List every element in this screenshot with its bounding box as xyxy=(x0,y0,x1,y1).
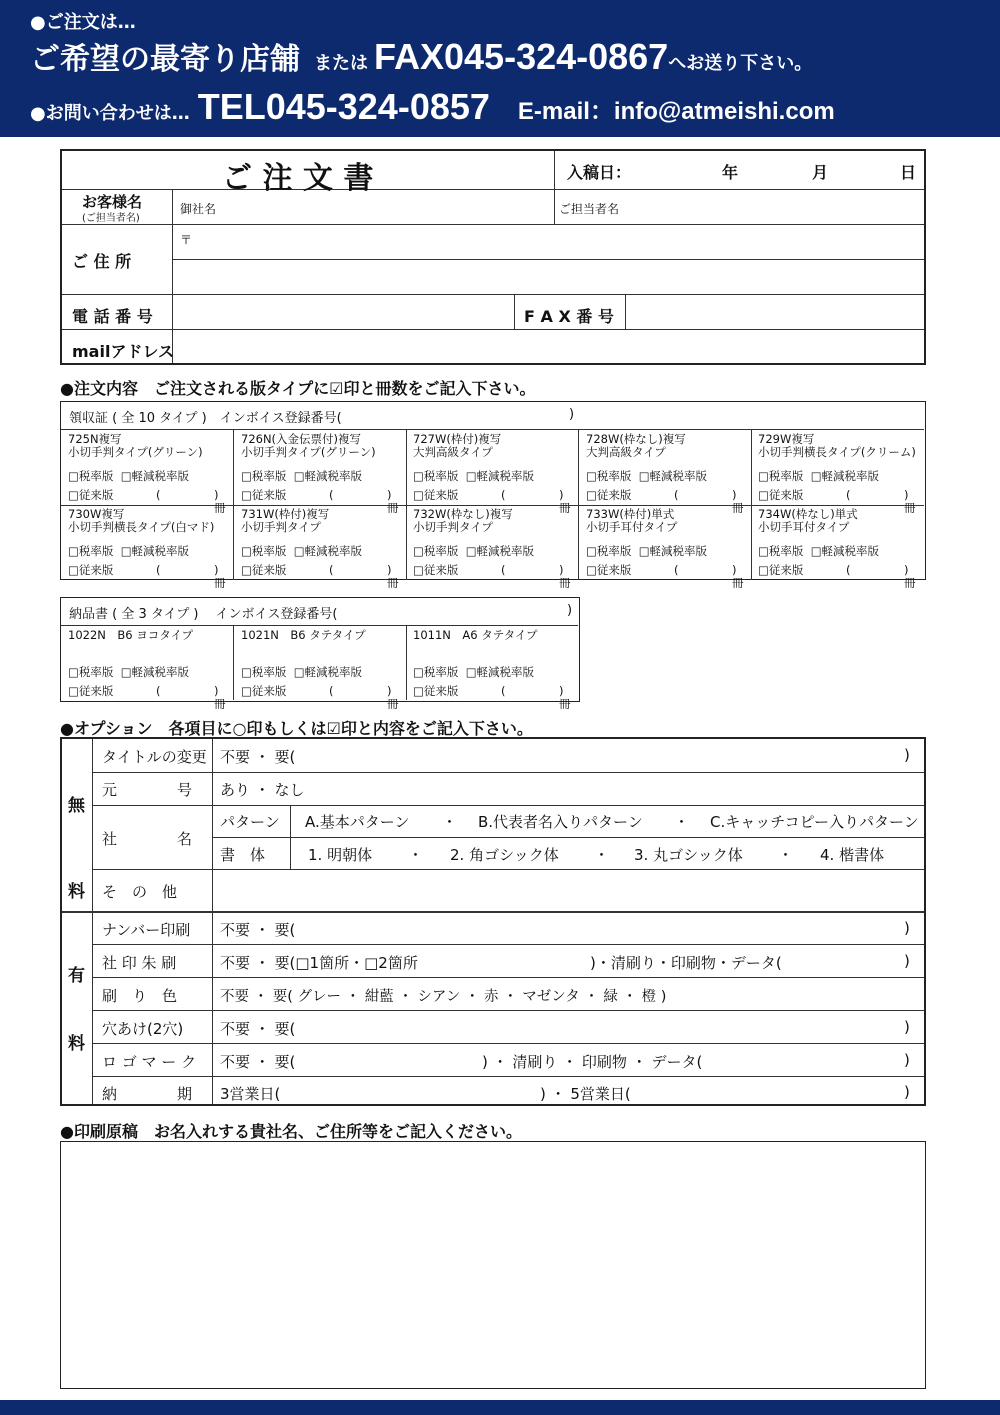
receipt-item[interactable] xyxy=(234,505,407,590)
reduced-tax-checkbox[interactable]: □軽減税率版 xyxy=(293,665,363,679)
receipt-item-name xyxy=(68,508,214,534)
quantity-open: ( xyxy=(501,563,506,577)
font-dot-3: ・ xyxy=(778,846,794,864)
receipt-quantity-row xyxy=(241,563,401,590)
free-label-bottom: 料 xyxy=(68,882,85,902)
quantity-open: ( xyxy=(156,563,161,577)
font-1[interactable]: 1. 明朝体 xyxy=(308,846,373,864)
send-text: へお送り下さい。 xyxy=(668,53,813,74)
gengo-value[interactable]: あり ・ なし xyxy=(220,781,305,799)
tax-rate-checkbox[interactable]: □税率版 xyxy=(68,544,114,558)
receipt-item[interactable] xyxy=(579,505,752,590)
reduced-tax-checkbox[interactable]: □軽減税率版 xyxy=(465,469,535,483)
delivery-item[interactable] xyxy=(406,626,579,711)
order-section-heading: ●注文内容 ご注文される版タイプに☑印と冊数をご記入下さい。 xyxy=(60,379,536,398)
tax-rate-checkbox[interactable]: □税率版 xyxy=(413,665,459,679)
delivery-item-code: 1011N A6 タテタイプ xyxy=(413,628,538,642)
receipt-item-desc: 小切手耳付タイプ xyxy=(758,520,850,534)
receipt-grid xyxy=(61,430,924,590)
quantity-open: ( xyxy=(329,684,334,698)
delivery-item-code: 1022N B6 ヨコタイプ xyxy=(68,628,194,642)
phone-field[interactable] xyxy=(174,296,512,328)
quantity-unit: )冊 xyxy=(559,563,571,590)
reduced-tax-checkbox[interactable]: □軽減税率版 xyxy=(810,469,880,483)
delivery-term-value[interactable]: 3営業日( xyxy=(220,1085,281,1103)
legacy-checkbox[interactable]: □従来版 xyxy=(241,563,287,577)
seal-value[interactable]: 不要 ・ 要(□1箇所・□2箇所 xyxy=(220,954,418,972)
receipt-item-desc: 小切手判タイプ xyxy=(413,520,493,534)
quantity-unit: )冊 xyxy=(214,488,226,515)
legacy-checkbox[interactable]: □従来版 xyxy=(758,563,804,577)
tax-rate-checkbox[interactable]: □税率版 xyxy=(413,544,459,558)
quantity-open: ( xyxy=(156,684,161,698)
receipt-quantity-row xyxy=(68,563,228,590)
receipt-item-name xyxy=(413,433,501,459)
reduced-tax-checkbox[interactable]: □軽減税率版 xyxy=(120,544,190,558)
legacy-checkbox[interactable]: □従来版 xyxy=(68,488,114,502)
fax-number: FAX045-324-0867 xyxy=(374,36,669,77)
month-label: 月 xyxy=(812,163,829,182)
delivery-item[interactable] xyxy=(61,626,234,711)
receipt-quantity-row xyxy=(758,563,918,590)
reduced-tax-checkbox[interactable]: □軽減税率版 xyxy=(810,544,880,558)
quantity-unit: )冊 xyxy=(732,563,744,590)
delivery-header: 納品書 ( 全 3 タイプ ) インボイス登録番号( xyxy=(69,607,338,622)
receipt-quantity-row xyxy=(586,563,746,590)
reduced-tax-checkbox[interactable]: □軽減税率版 xyxy=(293,469,363,483)
phone-label: 電 話 番 号 xyxy=(72,307,153,326)
seal-label: 社 印 朱 刷 xyxy=(102,954,177,972)
delivery-header-close: ) xyxy=(567,603,573,618)
tax-rate-checkbox[interactable]: □税率版 xyxy=(758,469,804,483)
email-field[interactable] xyxy=(174,331,922,361)
receipt-item-desc: 小切手判横長タイプ(クリーム) xyxy=(758,445,916,459)
receipt-item-desc: 小切手判タイプ(グリーン) xyxy=(68,445,203,459)
pattern-b[interactable]: B.代表者名入りパターン xyxy=(478,813,643,831)
pattern-c[interactable]: C.キャッチコピー入りパターン xyxy=(710,813,919,831)
title-change-label: タイトルの変更 xyxy=(102,748,207,766)
quantity-unit: )冊 xyxy=(904,488,916,515)
mail-label: mailアドレス xyxy=(72,342,174,361)
free-label-top: 無 xyxy=(68,796,85,816)
receipt-tax-options xyxy=(586,470,707,483)
number-print-value[interactable]: 不要 ・ 要( xyxy=(220,921,296,939)
quantity-unit: )冊 xyxy=(559,684,571,711)
options-table xyxy=(60,737,926,1106)
quantity-unit: )冊 xyxy=(732,488,744,515)
header-banner xyxy=(0,0,1000,137)
receipt-item-code: 725N複写 xyxy=(68,432,122,446)
order-intro: ●ご注文は… xyxy=(30,12,136,33)
contact-line xyxy=(30,86,835,128)
store-text: ご希望の最寄り店舗 xyxy=(30,42,300,77)
legacy-checkbox[interactable]: □従来版 xyxy=(586,563,632,577)
legacy-checkbox[interactable]: □従来版 xyxy=(586,488,632,502)
delivery-item-name xyxy=(68,629,193,642)
legacy-checkbox[interactable]: □従来版 xyxy=(68,563,114,577)
receipt-item-desc: 大判高級タイプ xyxy=(586,445,666,459)
delivery-quantity-row xyxy=(68,684,228,711)
receipt-tax-options xyxy=(68,470,189,483)
receipt-item[interactable] xyxy=(406,505,579,590)
address-label: ご 住 所 xyxy=(72,252,132,271)
receipt-item-code: 730W複写 xyxy=(68,507,125,521)
inquiry-label: ●お問い合わせは… xyxy=(30,103,190,124)
order-instruction xyxy=(30,34,812,78)
postal-mark: 〒 xyxy=(180,233,193,247)
paid-label-bottom: 料 xyxy=(68,1034,85,1054)
quantity-open: ( xyxy=(846,488,851,502)
company-field[interactable] xyxy=(222,191,552,223)
pattern-a[interactable]: A.基本パターン xyxy=(305,813,410,831)
manuscript-area[interactable] xyxy=(60,1141,926,1389)
reduced-tax-checkbox[interactable]: □軽減税率版 xyxy=(638,544,708,558)
tax-rate-checkbox[interactable]: □税率版 xyxy=(413,469,459,483)
logo-close: ) xyxy=(904,1051,910,1069)
quantity-unit: )冊 xyxy=(559,488,571,515)
font-dot-1: ・ xyxy=(408,846,424,864)
form-title: ご 注 文 書 xyxy=(222,161,374,196)
receipt-item-code: 728W(枠なし)複写 xyxy=(586,432,686,446)
receipt-item-desc: 小切手判タイプ xyxy=(241,520,321,534)
quantity-unit: )冊 xyxy=(904,563,916,590)
quantity-open: ( xyxy=(501,684,506,698)
logo-value[interactable]: 不要 ・ 要( xyxy=(220,1053,296,1071)
tax-rate-checkbox[interactable]: □税率版 xyxy=(586,544,632,558)
date-label: 入稿日： xyxy=(567,163,632,182)
or-text: または xyxy=(314,53,368,74)
receipt-item-code: 729W複写 xyxy=(758,432,815,446)
quantity-unit: )冊 xyxy=(214,563,226,590)
tax-rate-checkbox[interactable]: □税率版 xyxy=(586,469,632,483)
receipt-item-name xyxy=(758,508,858,534)
delivery-table xyxy=(60,597,580,711)
legacy-checkbox[interactable]: □従来版 xyxy=(241,684,287,698)
font-dot-2: ・ xyxy=(594,846,610,864)
customer-sublabel: (ご担当者名) xyxy=(82,213,140,224)
company-name-label: 社 名 xyxy=(102,830,193,848)
tax-rate-checkbox[interactable]: □税率版 xyxy=(68,469,114,483)
title-change-close: ) xyxy=(904,746,910,764)
receipt-item-code: 733W(枠付)単式 xyxy=(586,507,675,521)
delivery-item-name xyxy=(241,629,366,642)
receipt-tax-options xyxy=(586,545,707,558)
pattern-label: パターン xyxy=(220,813,280,831)
font-2[interactable]: 2. 角ゴシック体 xyxy=(450,846,559,864)
quantity-unit: )冊 xyxy=(387,488,399,515)
logo-mid[interactable]: ) ・ 清刷り ・ 印刷物 ・ データ( xyxy=(482,1053,703,1071)
legacy-checkbox[interactable]: □従来版 xyxy=(413,563,459,577)
day-label: 日 xyxy=(900,163,917,182)
address-field[interactable] xyxy=(194,226,922,292)
quantity-unit: )冊 xyxy=(387,684,399,711)
delivery-item-code: 1021N B6 タテタイプ xyxy=(241,628,366,642)
reduced-tax-checkbox[interactable]: □軽減税率版 xyxy=(638,469,708,483)
reduced-tax-checkbox[interactable]: □軽減税率版 xyxy=(120,665,190,679)
delivery-tax-options xyxy=(68,666,189,679)
hole-punch-value[interactable]: 不要 ・ 要( xyxy=(220,1020,296,1038)
customer-label: お客様名 xyxy=(82,193,143,211)
receipt-table xyxy=(60,401,926,590)
footer-bar xyxy=(0,1400,1000,1415)
order-form xyxy=(60,149,926,365)
delivery-item-name xyxy=(413,629,538,642)
title-change-value[interactable]: 不要 ・ 要( xyxy=(220,748,296,766)
legacy-checkbox[interactable]: □従来版 xyxy=(241,488,287,502)
receipt-item-code: 731W(枠付)複写 xyxy=(241,507,330,521)
contact-field[interactable] xyxy=(632,191,922,223)
receipt-header: 領収証 ( 全 10 タイプ ) インボイス登録番号( xyxy=(69,411,342,426)
seal-mid[interactable]: )・清刷り・印刷物・データ( xyxy=(590,954,782,972)
print-color-value[interactable]: 不要 ・ 要( グレー ・ 紺藍 ・ シアン ・ 赤 ・ マゼンタ ・ 緑 ・ 橙 ) xyxy=(220,989,667,1005)
quantity-open: ( xyxy=(329,488,334,502)
receipt-tax-options xyxy=(758,545,879,558)
receipt-item[interactable] xyxy=(751,505,924,590)
receipt-item-name xyxy=(413,508,513,534)
receipt-tax-options xyxy=(413,545,534,558)
pattern-dot-1: ・ xyxy=(442,813,458,831)
receipt-item-name xyxy=(586,433,686,459)
legacy-checkbox[interactable]: □従来版 xyxy=(413,684,459,698)
receipt-tax-options xyxy=(413,470,534,483)
quantity-open: ( xyxy=(846,563,851,577)
pattern-dot-2: ・ xyxy=(674,813,690,831)
gengo-label: 元 号 xyxy=(102,781,193,799)
contact-label: ご担当者名 xyxy=(559,202,620,216)
receipt-item-code: 732W(枠なし)複写 xyxy=(413,507,513,521)
delivery-quantity-row xyxy=(241,684,401,711)
fax-field[interactable] xyxy=(627,296,923,328)
delivery-term-label: 納 期 xyxy=(102,1085,193,1103)
number-print-label: ナンバー印刷 xyxy=(102,921,191,939)
quantity-open: ( xyxy=(501,488,506,502)
font-3[interactable]: 3. 丸ゴシック体 xyxy=(634,846,743,864)
legacy-checkbox[interactable]: □従来版 xyxy=(413,488,459,502)
delivery-tax-options xyxy=(241,666,362,679)
receipt-item-desc: 大判高級タイプ xyxy=(413,445,493,459)
receipt-tax-options xyxy=(241,545,362,558)
seal-close: ) xyxy=(904,952,910,970)
receipt-item-desc: 小切手耳付タイプ xyxy=(586,520,678,534)
receipt-header-close: ) xyxy=(569,407,575,422)
quantity-open: ( xyxy=(329,563,334,577)
receipt-item-desc: 小切手判タイプ(グリーン) xyxy=(241,445,376,459)
quantity-open: ( xyxy=(674,563,679,577)
delivery-grid xyxy=(61,626,578,711)
receipt-tax-options xyxy=(68,545,189,558)
receipt-quantity-row xyxy=(413,563,573,590)
reduced-tax-checkbox[interactable]: □軽減税率版 xyxy=(465,665,535,679)
delivery-term-close: ) xyxy=(904,1083,910,1101)
quantity-open: ( xyxy=(156,488,161,502)
receipt-item-code: 727W(枠付)複写 xyxy=(413,432,502,446)
tax-rate-checkbox[interactable]: □税率版 xyxy=(241,544,287,558)
company-label: 御社名 xyxy=(180,202,217,216)
paid-label-top: 有 xyxy=(68,966,85,986)
receipt-item-name xyxy=(241,508,329,534)
options-section-heading: ●オプション 各項目に○印もしくは☑印と内容をご記入下さい。 xyxy=(60,719,533,738)
receipt-item[interactable] xyxy=(61,505,234,590)
receipt-tax-options xyxy=(758,470,879,483)
receipt-item-name xyxy=(68,433,203,459)
delivery-term-mid[interactable]: ) ・ 5営業日( xyxy=(540,1085,631,1103)
legacy-checkbox[interactable]: □従来版 xyxy=(68,684,114,698)
legacy-checkbox[interactable]: □従来版 xyxy=(758,488,804,502)
receipt-item-code: 734W(枠なし)単式 xyxy=(758,507,858,521)
year-label: 年 xyxy=(722,163,739,182)
logo-label: ロ ゴ マ ー ク xyxy=(102,1053,197,1071)
reduced-tax-checkbox[interactable]: □軽減税率版 xyxy=(120,469,190,483)
email-address[interactable]: E-mail：info@atmeishi.com xyxy=(517,98,835,125)
receipt-item-desc: 小切手判横長タイプ(白マド) xyxy=(68,520,215,534)
receipt-item-name xyxy=(586,508,677,534)
quantity-unit: )冊 xyxy=(387,563,399,590)
hole-punch-label: 穴あけ(2穴) xyxy=(102,1020,184,1038)
tax-rate-checkbox[interactable]: □税率版 xyxy=(68,665,114,679)
delivery-quantity-row xyxy=(413,684,573,711)
receipt-tax-options xyxy=(241,470,362,483)
receipt-item-name xyxy=(758,433,916,459)
number-print-close: ) xyxy=(904,919,910,937)
font-label: 書 体 xyxy=(220,846,266,864)
other-label: そ の 他 xyxy=(102,883,178,901)
receipt-item-code: 726N(入金伝票付)複写 xyxy=(241,432,362,446)
tel-number: TEL045-324-0857 xyxy=(197,86,490,127)
tax-rate-checkbox[interactable]: □税率版 xyxy=(758,544,804,558)
print-color-label: 刷 り 色 xyxy=(102,987,178,1005)
delivery-tax-options xyxy=(413,666,534,679)
other-field[interactable] xyxy=(214,871,922,909)
reduced-tax-checkbox[interactable]: □軽減税率版 xyxy=(465,544,535,558)
font-4[interactable]: 4. 楷書体 xyxy=(820,846,885,864)
tax-rate-checkbox[interactable]: □税率版 xyxy=(241,469,287,483)
fax-label: F A X 番 号 xyxy=(524,307,614,326)
receipt-item-name xyxy=(241,433,376,459)
reduced-tax-checkbox[interactable]: □軽減税率版 xyxy=(293,544,363,558)
tax-rate-checkbox[interactable]: □税率版 xyxy=(241,665,287,679)
manuscript-heading: ●印刷原稿 お名入れする貴社名、ご住所等をご記入ください。 xyxy=(60,1122,522,1141)
delivery-item[interactable] xyxy=(234,626,407,711)
hole-punch-close: ) xyxy=(904,1018,910,1036)
quantity-open: ( xyxy=(674,488,679,502)
quantity-unit: )冊 xyxy=(214,684,226,711)
